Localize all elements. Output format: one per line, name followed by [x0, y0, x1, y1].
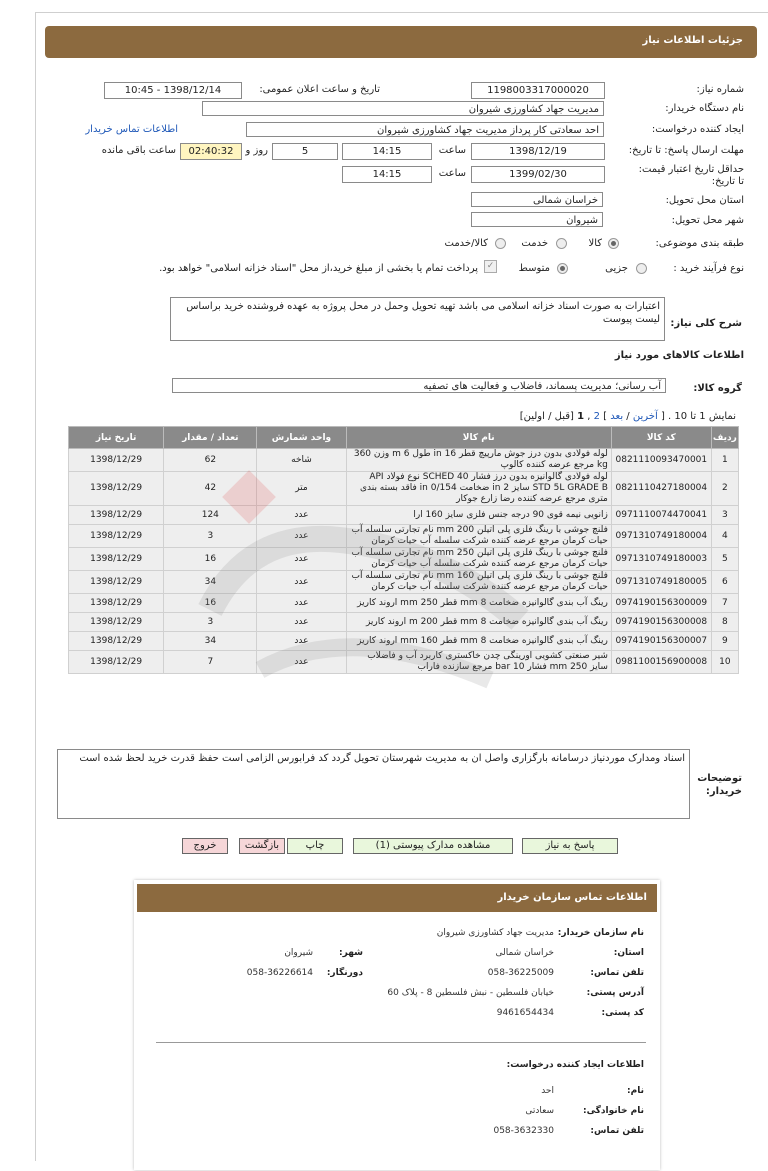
item-name: رینگ آب بندی گالوانیزه ضخامت 8 mm قطر 160 mm اروند کاریز: [346, 632, 611, 651]
reply-time-label: ساعت: [438, 145, 466, 156]
purchase-minor-label: جزیی: [605, 263, 628, 274]
postal-card-value: 9461654434: [496, 1008, 554, 1018]
contact-card: [134, 880, 660, 1170]
col-unit-header: واحد شمارش: [257, 427, 346, 449]
item-qty: 124: [164, 506, 257, 525]
phone-card-value: 058-36225009: [487, 968, 554, 978]
row-index: 3: [711, 506, 738, 525]
pagination-page2-link[interactable]: 2: [593, 411, 600, 422]
reply-deadline-label: مهلت ارسال پاسخ: تا تاریخ:: [628, 145, 744, 156]
days-label: روز و: [245, 145, 268, 156]
goods-table-header: [69, 427, 739, 449]
row-index: 1: [711, 449, 738, 472]
pagination-prev-first: [قبل / اولین]: [519, 411, 574, 422]
category-both-radio[interactable]: [495, 238, 506, 249]
item-name: شیر صنعتی کشویی اورینگی چدن خاکستری کاربرد آب و فاضلاب سایز 250 mm فشار 10 bar مرجع سازنده فاراب: [346, 651, 611, 674]
item-qty: 42: [164, 472, 257, 506]
back-button[interactable]: بازگشت: [239, 838, 285, 854]
item-code: 0971310749180004: [611, 525, 711, 548]
fax-card-label: دورنگار:: [326, 968, 363, 978]
price-validity-time-label: ساعت: [438, 168, 466, 179]
item-date: 1398/12/29: [69, 651, 164, 674]
category-service-radio[interactable]: [556, 238, 567, 249]
card-divider: [156, 1042, 646, 1043]
col-qty-header: تعداد / مقدار: [164, 427, 257, 449]
item-code: 0971310749180003: [611, 548, 711, 571]
last-name-label: نام خانوادگی:: [582, 1106, 644, 1116]
print-button[interactable]: چاپ: [287, 838, 343, 854]
table-row: [69, 651, 739, 674]
item-name: رینگ آب بندی گالوانیزه ضخامت 8 mm قطر 250 mm اروند کاریز: [346, 594, 611, 613]
announce-datetime-label: تاریخ و ساعت اعلان عمومی:: [259, 84, 380, 95]
item-qty: 62: [164, 449, 257, 472]
goods-table: [68, 426, 739, 674]
item-unit: عدد: [257, 548, 346, 571]
item-qty: 3: [164, 613, 257, 632]
buyer-org-field[interactable]: مدیریت جهاد کشاورزی شیروان: [202, 101, 604, 116]
item-code: 0971110074470041: [611, 506, 711, 525]
last-name-value: سعادتی: [525, 1106, 554, 1116]
item-code: 0821110427180004: [611, 472, 711, 506]
item-unit: عدد: [257, 651, 346, 674]
city-card-label: شهر:: [339, 948, 363, 958]
address-card-label: آدرس پستی:: [586, 988, 644, 998]
purchase-medium-label: متوسط: [518, 263, 550, 274]
item-code: 0974190156300009: [611, 594, 711, 613]
item-name: رینگ آب بندی گالوانیزه ضخامت 8 mm قطر 200 m اروند کاریز: [346, 613, 611, 632]
days-remaining-field: 5: [272, 143, 338, 160]
row-index: 2: [711, 472, 738, 506]
table-row: [69, 594, 739, 613]
province-label: استان محل تحویل:: [665, 195, 744, 206]
category-label: طبقه بندی موضوعی:: [655, 238, 744, 249]
table-row: [69, 613, 739, 632]
table-row: [69, 449, 739, 472]
province-field[interactable]: خراسان شمالی: [471, 192, 603, 207]
item-date: 1398/12/29: [69, 506, 164, 525]
table-row: [69, 632, 739, 651]
item-code: 0821110093470001: [611, 449, 711, 472]
pagination-page1: 1: [577, 411, 585, 422]
item-unit: عدد: [257, 525, 346, 548]
req-phone-label: تلفن تماس:: [590, 1126, 644, 1136]
item-unit: عدد: [257, 632, 346, 651]
buyer-notes-label: توضیحات خریدار:: [697, 773, 742, 797]
pagination-prefix: نمایش 1 تا 10 . [: [660, 411, 736, 422]
city-field[interactable]: شیروان: [471, 212, 603, 227]
need-number-label: شماره نیاز:: [696, 84, 744, 95]
item-qty: 34: [164, 571, 257, 594]
goods-group-field[interactable]: آب رسانی؛ مدیریت پسماند، فاضلاب و فعالیت های تصفیه: [172, 378, 666, 393]
reply-button[interactable]: پاسخ به نیاز: [522, 838, 618, 854]
goods-group-label: گروه کالا:: [693, 383, 742, 394]
item-name: لوله فولادی گالوانیزه بدون درز فشار SCHED 40 نوع فولاد API STD 5L GRADE B سایز 2 in ضخامت 0/154 in فاقد بسته بندی متری مرجع عرضه کننده رضا زارع جوکار: [346, 472, 611, 506]
goods-section-title: اطلاعات کالاهای مورد نیاز: [614, 350, 744, 361]
buyer-contact-link[interactable]: اطلاعات تماس خریدار: [85, 124, 178, 135]
province-card-value: خراسان شمالی: [495, 948, 554, 958]
item-date: 1398/12/29: [69, 613, 164, 632]
reply-deadline-time[interactable]: 14:15: [342, 143, 432, 160]
item-qty: 3: [164, 525, 257, 548]
item-code: 0981100156900008: [611, 651, 711, 674]
item-date: 1398/12/29: [69, 525, 164, 548]
col-name-header: نام کالا: [346, 427, 611, 449]
need-number-field[interactable]: 1198003317000020: [471, 82, 605, 99]
item-qty: 16: [164, 594, 257, 613]
purchase-medium-radio[interactable]: [557, 263, 568, 274]
item-qty: 7: [164, 651, 257, 674]
item-code: 0971310749180005: [611, 571, 711, 594]
item-name: فلنچ جوشی با رینگ فلزی پلی اتیلن 250 mm نام تجارتی سلسله آب حیات کرمان مرجع عرضه کننده شرکت سلسله آب حیات کرمان: [346, 548, 611, 571]
item-qty: 34: [164, 632, 257, 651]
row-index: 9: [711, 632, 738, 651]
fax-card-value: 058-36226614: [246, 968, 313, 978]
item-name: زانویی نیمه قوی 90 درجه جنس فلزی سایز 160 ارا: [346, 506, 611, 525]
first-name-value: احد: [541, 1086, 554, 1096]
item-date: 1398/12/29: [69, 472, 164, 506]
purchase-minor-radio[interactable]: [636, 263, 647, 274]
item-date: 1398/12/29: [69, 594, 164, 613]
table-row: [69, 571, 739, 594]
row-index: 8: [711, 613, 738, 632]
row-index: 10: [711, 651, 738, 674]
purchase-type-label: نوع فرآیند خرید :: [673, 263, 744, 274]
item-unit: شاخه: [257, 449, 346, 472]
category-both-label: کالا/خدمت: [444, 238, 488, 249]
row-index: 6: [711, 571, 738, 594]
item-unit: عدد: [257, 613, 346, 632]
price-validity-label: حداقل تاریخ اعتبار قیمت: تا تاریخ:: [638, 164, 744, 187]
buyer-notes-textarea[interactable]: اسناد ومدارک موردنیاز درسامانه بارگزاری واصل ان به مدیریت شهرستان تحویل گردد کد فرابورس الزامی است حفظ قدرت خرید لحظ شده است: [57, 749, 690, 819]
item-date: 1398/12/29: [69, 449, 164, 472]
table-row: [69, 506, 739, 525]
category-goods-radio[interactable]: [608, 238, 619, 249]
item-code: 0974190156300008: [611, 613, 711, 632]
announce-datetime-field[interactable]: 1398/12/14 - 10:45: [104, 82, 242, 99]
city-label: شهر محل تحویل:: [671, 215, 744, 226]
requester-label: ایجاد کننده درخواست:: [651, 124, 744, 135]
item-date: 1398/12/29: [69, 548, 164, 571]
item-unit: عدد: [257, 594, 346, 613]
item-unit: عدد: [257, 506, 346, 525]
req-phone-value: 058-3632330: [493, 1126, 554, 1136]
item-name: فلنچ جوشی با رینگ فلزی پلی اتیلن 200 mm نام تجارتی سلسله آب حیات کرمان مرجع عرضه کننده شرکت سلسله آب حیات کرمان: [346, 525, 611, 548]
requester-info-title: اطلاعات ایجاد کننده درخواست:: [506, 1060, 644, 1070]
time-remaining-field: 02:40:32: [180, 143, 242, 160]
pagination-last-link[interactable]: آخرین: [632, 411, 658, 422]
postal-card-label: کد پستی:: [601, 1008, 644, 1018]
address-card-value: خیابان فلسطین - نبش فلسطین 8 - پلاک 60: [387, 988, 554, 998]
row-index: 4: [711, 525, 738, 548]
requester-field[interactable]: احد سعادتی کار پرداز مدیریت جهاد کشاورزی شیروان: [246, 122, 604, 137]
item-unit: عدد: [257, 571, 346, 594]
row-index: 7: [711, 594, 738, 613]
treasury-checkbox[interactable]: ✓: [484, 260, 497, 273]
table-row: [69, 472, 739, 506]
item-qty: 16: [164, 548, 257, 571]
buyer-org-label: نام دستگاه خریدار:: [665, 103, 744, 114]
pagination: نمایش 1 تا 10 . [ آخرین / بعد ] 2 , 1 [قبل / اولین]: [519, 411, 736, 422]
contact-card-title: اطلاعات تماس سازمان خریدار: [497, 892, 647, 903]
col-row-header: ردیف: [711, 427, 738, 449]
phone-card-label: تلفن تماس:: [590, 968, 644, 978]
time-remaining-label: ساعت باقی مانده: [101, 145, 176, 156]
item-name: فلنچ جوشی با رینگ فلزی پلی اتیلن 160 mm نام تجارتی سلسله آب حیات کرمان مرجع عرضه کننده شرکت سلسله آب حیات کرمان: [346, 571, 611, 594]
city-card-value: شیروان: [284, 948, 313, 958]
first-name-label: نام:: [627, 1086, 644, 1096]
item-date: 1398/12/29: [69, 571, 164, 594]
description-label: شرح کلی نیاز:: [670, 318, 742, 329]
page-title: جزئیات اطلاعات نیاز: [642, 35, 743, 46]
item-code: 0974190156300007: [611, 632, 711, 651]
col-date-header: تاریخ نیاز: [69, 427, 164, 449]
page-header: [45, 26, 757, 58]
pagination-next-link[interactable]: بعد: [610, 411, 624, 422]
item-name: لوله فولادی بدون درز جوش مارپیچ قطر 16 in طول 6 m وزن 360 kg مرجع عرضه کننده کالوپ: [346, 449, 611, 472]
attachments-button[interactable]: مشاهده مدارک پیوستی (1): [353, 838, 513, 854]
item-unit: متر: [257, 472, 346, 506]
category-goods-label: کالا: [588, 238, 602, 249]
province-card-label: استان:: [613, 948, 644, 958]
price-validity-date[interactable]: 1399/02/30: [471, 166, 605, 183]
row-index: 5: [711, 548, 738, 571]
price-validity-time[interactable]: 14:15: [342, 166, 432, 183]
contact-card-header: [137, 884, 657, 912]
category-service-label: خدمت: [521, 238, 548, 249]
reply-deadline-date[interactable]: 1398/12/19: [471, 143, 605, 160]
org-name-label: نام سازمان خریدار:: [557, 928, 644, 938]
treasury-note: پرداخت تمام یا بخشی از مبلغ خرید،از محل "اسناد خزانه اسلامی" خواهد بود.: [159, 263, 478, 274]
item-date: 1398/12/29: [69, 632, 164, 651]
description-textarea[interactable]: اعتبارات به صورت اسناد خزانه اسلامی می باشد تهیه تحویل وحمل در محل پروژه به عهده فروشنده خرید براساس لیست پیوست: [170, 297, 665, 341]
table-row: [69, 548, 739, 571]
table-row: [69, 525, 739, 548]
exit-button[interactable]: خروج: [182, 838, 228, 854]
col-code-header: کد کالا: [611, 427, 711, 449]
org-name-value: مدیریت جهاد کشاورزی شیروان: [436, 928, 554, 938]
